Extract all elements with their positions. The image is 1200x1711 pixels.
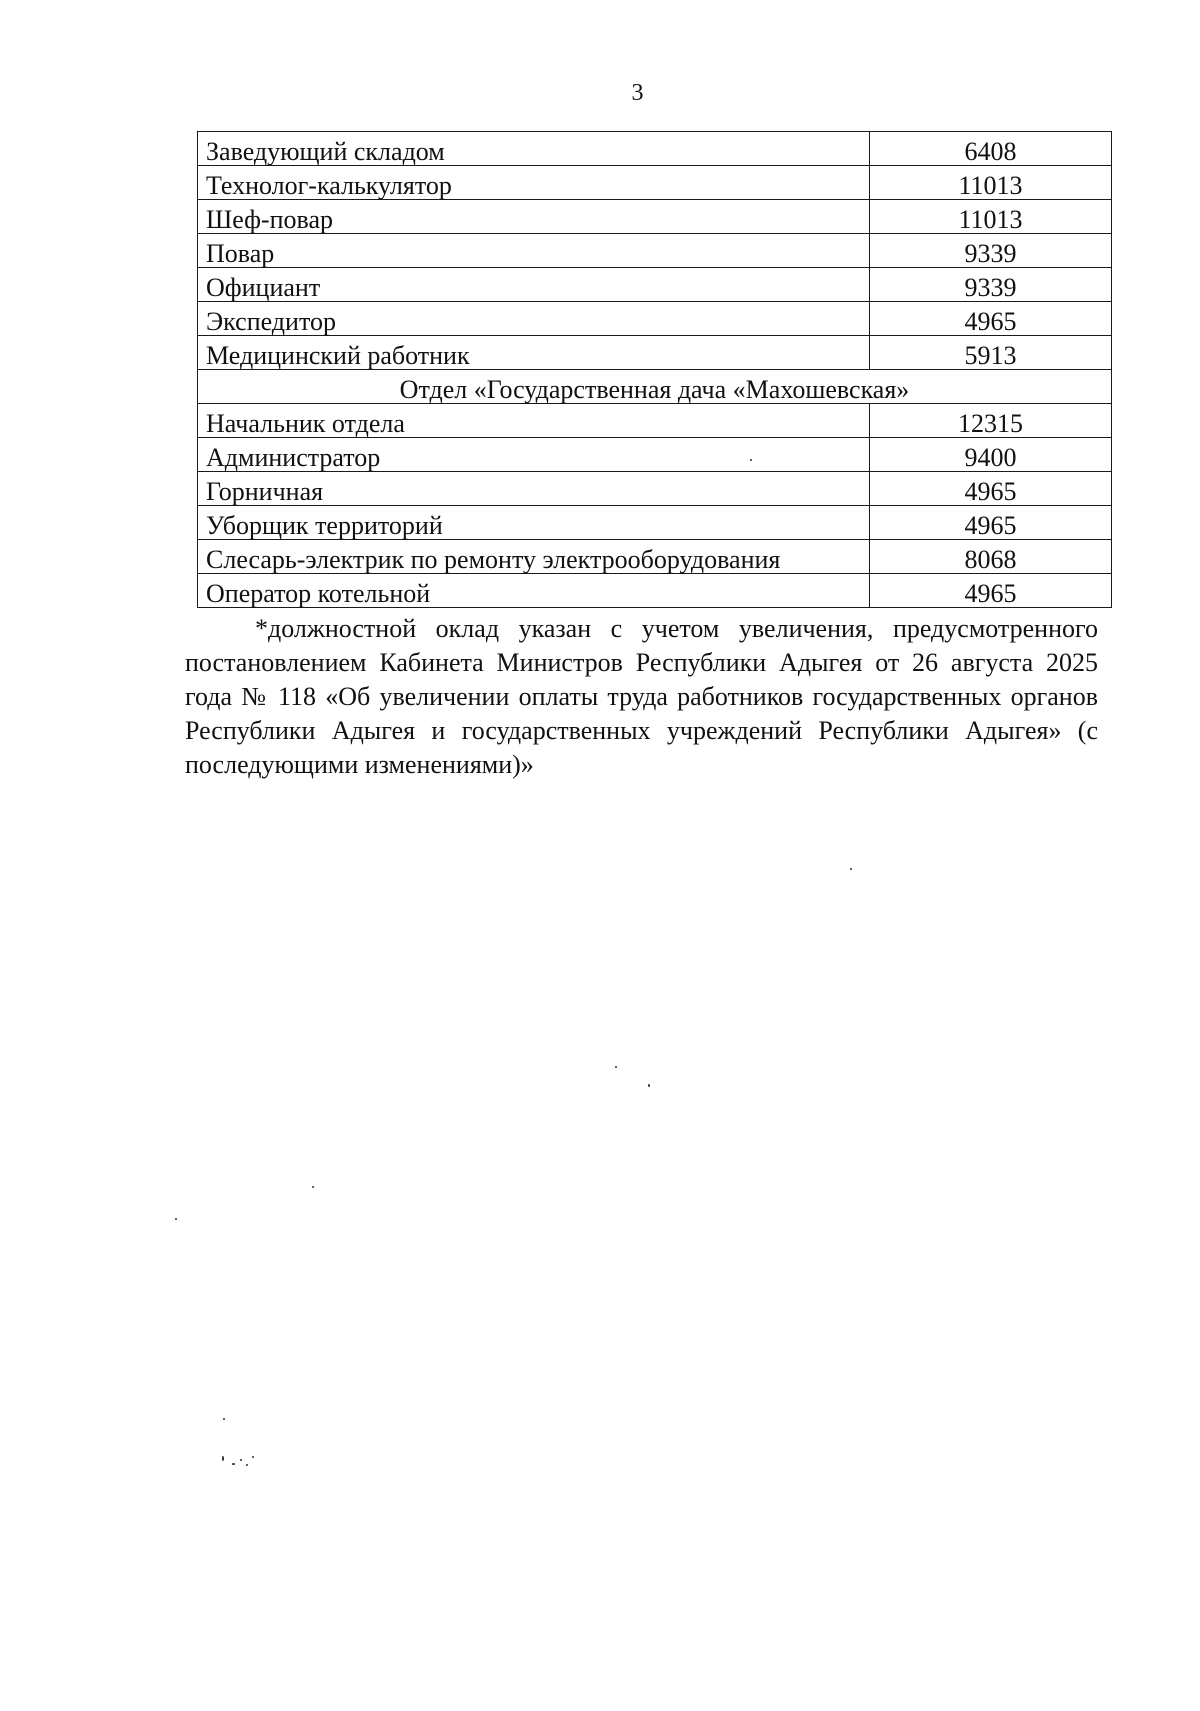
position-cell: Повар xyxy=(198,234,870,268)
salary-cell: 9339 xyxy=(869,268,1111,302)
salary-cell: 9400 xyxy=(869,438,1111,472)
table-row xyxy=(198,302,1112,336)
scan-speck xyxy=(223,1418,225,1420)
salary-cell: 8068 xyxy=(869,540,1111,574)
footnote xyxy=(185,612,1098,782)
table-row xyxy=(198,234,1112,268)
salary-cell: 11013 xyxy=(869,200,1111,234)
salary-cell: 5913 xyxy=(869,336,1111,370)
salary-cell: 6408 xyxy=(869,132,1111,166)
position-cell: Заведующий складом xyxy=(198,132,870,166)
salary-cell: 4965 xyxy=(869,302,1111,336)
section-title: Отдел «Государственная дача «Махошевская» xyxy=(198,370,1112,404)
scan-speck xyxy=(312,1186,314,1188)
position-cell: Экспедитор xyxy=(198,302,870,336)
table-row xyxy=(198,472,1112,506)
position-cell: Слесарь-электрик по ремонту электрооборудования xyxy=(198,540,870,574)
table-row xyxy=(198,132,1112,166)
scan-speck xyxy=(648,1084,650,1087)
scan-speck xyxy=(615,1066,617,1068)
salary-cell: 11013 xyxy=(869,166,1111,200)
table-row xyxy=(198,540,1112,574)
position-cell: Официант xyxy=(198,268,870,302)
position-cell: Администратор xyxy=(198,438,870,472)
salary-cell: 9339 xyxy=(869,234,1111,268)
salary-cell: 4965 xyxy=(869,472,1111,506)
table-row xyxy=(198,438,1112,472)
page-number: 3 xyxy=(631,80,644,106)
scan-speck xyxy=(750,459,752,461)
section-header-row xyxy=(198,370,1112,404)
footnote-text: *должностной оклад указан с учетом увеличения, предусмотренного постановлением Кабинета Министров Республики Адыгея от 26 августа 2025 года № 118 «Об увеличении оплаты труда работников государственных органов Республики Адыгея и государственных учреждений Республики Адыгея» (с последующими изменениями)» xyxy=(185,614,1098,779)
table-row xyxy=(198,404,1112,438)
scan-speck xyxy=(240,1459,242,1461)
table-row xyxy=(198,574,1112,608)
scan-speck xyxy=(175,1218,177,1220)
salary-cell: 4965 xyxy=(869,574,1111,608)
position-cell: Уборщик территорий xyxy=(198,506,870,540)
scan-speck xyxy=(246,1464,248,1466)
table-row xyxy=(198,336,1112,370)
table-row xyxy=(198,166,1112,200)
table-row xyxy=(198,200,1112,234)
position-cell: Горничная xyxy=(198,472,870,506)
position-cell: Технолог-калькулятор xyxy=(198,166,870,200)
scan-speck xyxy=(222,1456,224,1461)
salary-table xyxy=(197,131,1112,608)
position-cell: Начальник отдела xyxy=(198,404,870,438)
salary-cell: 12315 xyxy=(869,404,1111,438)
table-row xyxy=(198,268,1112,302)
scan-speck xyxy=(232,1463,235,1465)
salary-cell: 4965 xyxy=(869,506,1111,540)
scan-speck xyxy=(850,868,852,870)
position-cell: Оператор котельной xyxy=(198,574,870,608)
position-cell: Медицинский работник xyxy=(198,336,870,370)
table-row xyxy=(198,506,1112,540)
scan-speck xyxy=(252,1456,254,1458)
position-cell: Шеф-повар xyxy=(198,200,870,234)
